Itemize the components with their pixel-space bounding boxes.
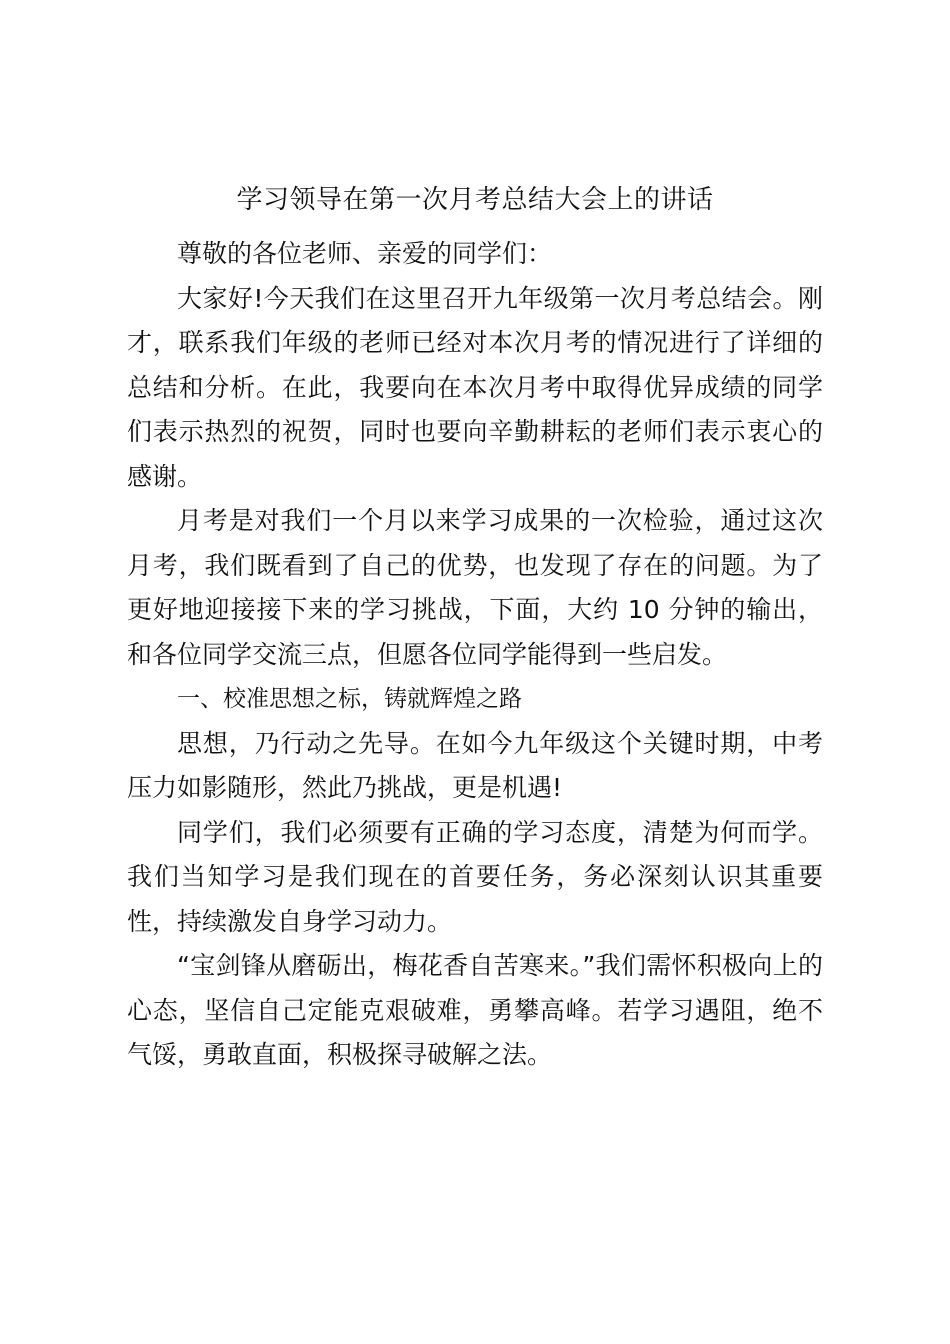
- paragraph-mindset: “宝剑锋从磨砺出，梅花香自苦寒来。”我们需怀积极向上的心态，坚信自己定能克艰破难，勇攀高峰。若学习遇阻，绝不气馁，勇敢直面，积极探寻破解之法。: [127, 951, 823, 1069]
- document-page: [127, 178, 823, 1078]
- section-heading: 一、校准思想之标，铸就辉煌之路: [177, 686, 522, 712]
- paragraph-attitude: 同学们，我们必须要有正确的学习态度，清楚为何而学。我们当知学习是我们现在的首要任务，务必深刻认识其重要性，持续激发自身学习动力。: [127, 817, 823, 936]
- paragraph-monthly-exam: 月考是对我们一个月以来学习成果的一次检验，通过这次月考，我们既看到了自己的优势，也发现了存在的问题。为了更好地迎接接下来的学习挑战，下面，大约 10 分钟的输出，和各位同学交流三点，但愿各位同学能得到一些启发。: [127, 506, 823, 669]
- paragraph-thought: 思想，乃行动之先导。在如今九年级这个关键时期，中考压力如影随形，然此乃挑战，更是机遇!: [127, 728, 823, 802]
- document-title: 学习领导在第一次月考总结大会上的讲话: [236, 185, 714, 215]
- paragraph-opening: 大家好!今天我们在这里召开九年级第一次月考总结会。刚才，联系我们年级的老师已经对本次月考的情况进行了详细的总结和分析。在此，我要向在本次月考中取得优异成绩的同学们表示热烈的祝贺，同时也要向辛勤耕耘的老师们表示衷心的感谢。: [127, 283, 823, 491]
- salutation: 尊敬的各位老师、亲爱的同学们：: [177, 239, 553, 268]
